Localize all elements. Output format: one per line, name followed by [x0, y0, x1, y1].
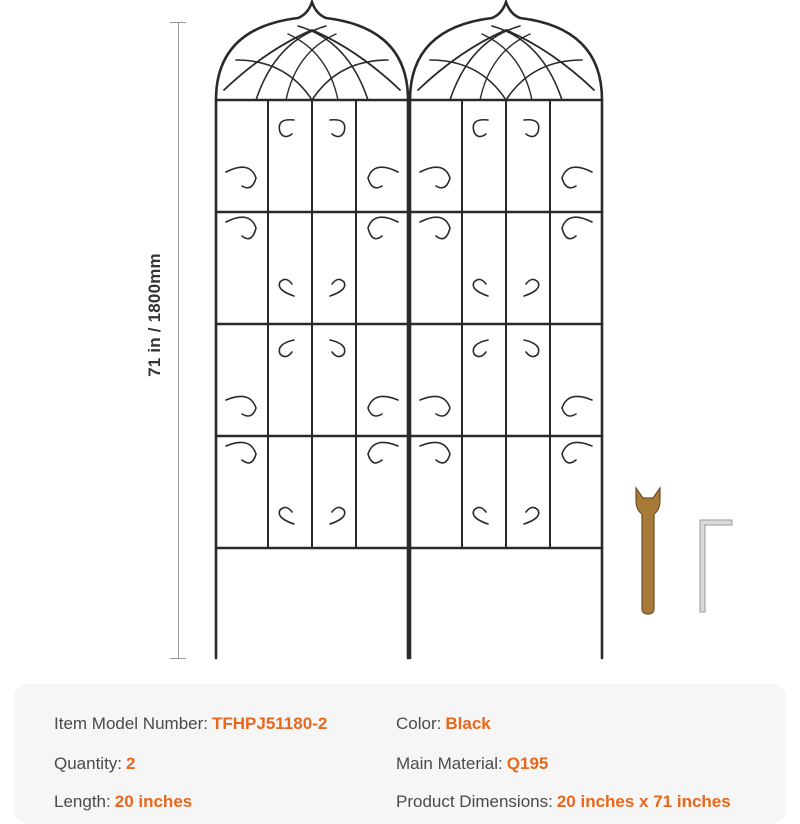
spec-value: 20 inches x 71 inches [556, 792, 731, 811]
spec-label: Product Dimensions: [396, 792, 553, 811]
spec-label: Color: [396, 714, 442, 733]
spec-model-number [54, 714, 327, 734]
spec-product-dimensions [396, 792, 731, 812]
wrench-icon [636, 488, 660, 614]
spec-value: 2 [126, 754, 136, 773]
spec-value: 20 inches [114, 792, 193, 811]
spec-color [396, 714, 491, 734]
spec-main-material [396, 754, 548, 774]
spec-label: Quantity: [54, 754, 123, 773]
hex-key-icon [700, 520, 732, 612]
trellis-panel-right [410, 2, 602, 658]
spec-label: Length: [54, 792, 111, 811]
spec-value: Black [445, 714, 491, 733]
height-dimension-label: 71 in / 1800mm [145, 253, 164, 377]
spec-length [54, 792, 192, 812]
spec-card [14, 684, 786, 824]
spec-label: Item Model Number: [54, 714, 208, 733]
spec-label: Main Material: [396, 754, 503, 773]
trellis-panel-left [216, 2, 408, 658]
spec-quantity [54, 754, 136, 774]
spec-value: TFHPJ51180-2 [212, 714, 328, 733]
spec-value: Q195 [506, 754, 549, 773]
